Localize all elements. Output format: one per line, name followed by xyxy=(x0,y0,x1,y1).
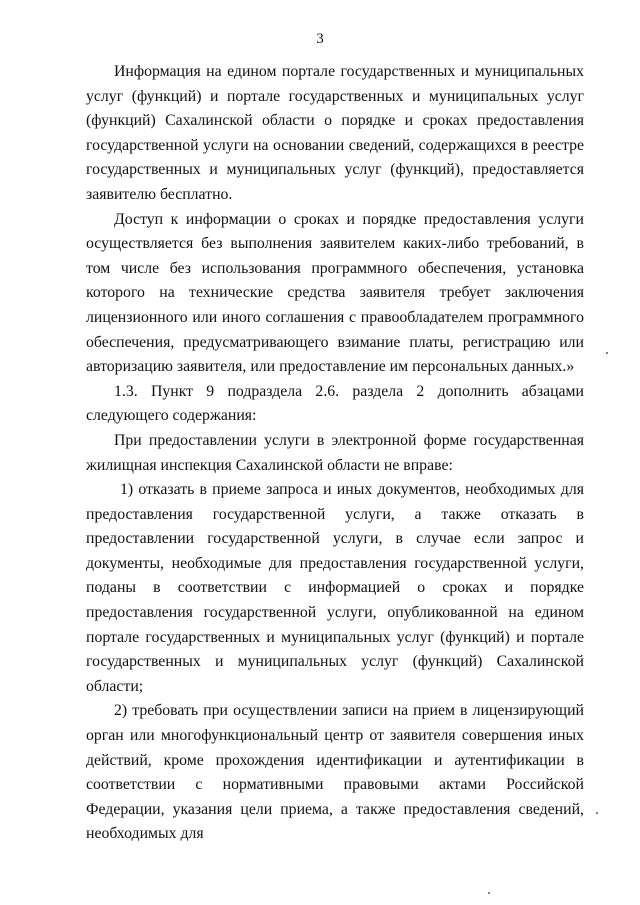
paragraph-amendment: 1.3. Пункт 9 подраздела 2.6. раздела 2 дополнить абзацами следующего содержания: xyxy=(86,382,584,425)
paragraph-portal-info: Информация на едином портале государственных и муниципальных услуг (функций) и портале государственных и муниципальных услуг (функций) Сахалинской области о порядке и сроках предоставления государственной услуги на основании сведений, содержащихся в реестре государственных и муниципальных услуг (функций), предоставляется заявителю бесплатно. xyxy=(86,63,584,203)
paragraph-restrictions-intro: При предоставлении услуги в электронной форме государственная жилищная инспекция Сахалинской области не вправе: xyxy=(86,431,584,474)
scan-speck xyxy=(606,352,608,354)
document-body xyxy=(86,60,584,847)
list-item-1: 1) отказать в приеме запроса и иных документов, необходимых для предоставления государственной услуги, а также отказать в предоставлении государственной услуги, в случае если запрос и документы, необходимые для предоставления государственной услуги, поданы в соответствии с информацией о сроках и порядке предоставления государственной услуги, опубликованной на едином портале государственных и муниципальных услуг (функций) и портале государственных и муниципальных услуг (функций) Сахалинской области; xyxy=(86,481,584,695)
page-number: 3 xyxy=(316,31,324,47)
scan-speck xyxy=(596,812,598,814)
paragraph-access-info: Доступ к информации о сроках и порядке предоставления услуги осуществляется без выполнения заявителем каких-либо требований, в том числе без использования программного обеспечения, установка которого на технические средства заявителя требует заключения лицензионного или иного соглашения с правообладателем программного обеспечения, предусматривающего взимание платы, регистрацию или авторизацию заявителя, или предоставление им персональных данных.» xyxy=(86,210,584,376)
scan-speck xyxy=(488,892,490,894)
list-item-2: 2) требовать при осуществлении записи на прием в лицензирующий орган или многофункциональный центр от заявителя совершения иных действий, кроме прохождения идентификации и аутентификации в соответствии с нормативными правовыми актами Российской Федерации, указания цели приема, а также предоставления сведений, необходимых для xyxy=(86,702,584,843)
